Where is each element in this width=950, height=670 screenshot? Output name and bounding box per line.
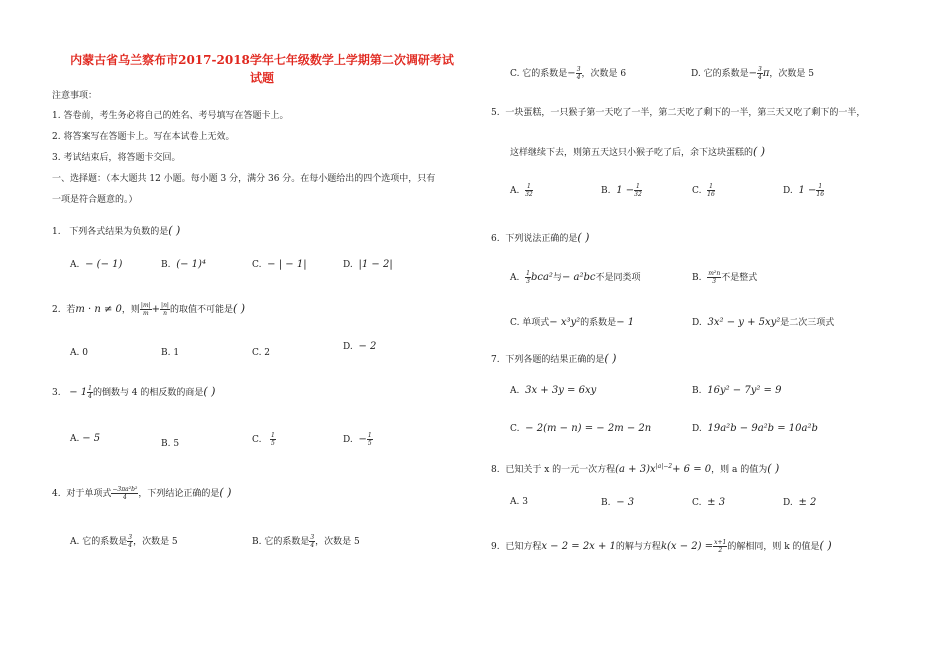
- q5-option-b: B. 1 − $\frac{1}{32}$: [601, 183, 642, 198]
- section-instructions: 一、选择题：（本大题共 12 小题。每小题 3 分，满分 36 分。在每小题给出的四个选项中，只有: [52, 174, 436, 184]
- q1-text: 下列各式结果为负数的是: [69, 227, 169, 237]
- q7-option-b: B. 16y² − 7y² = 9: [692, 385, 782, 396]
- question-8: 8. 已知关于 x 的一元一次方程$(a + 3)x^{|a|-2}+ 6 = 0$，则 a 的值为( ): [491, 462, 780, 475]
- q5-option-a: A. $\frac{1}{32}$: [510, 183, 533, 198]
- question-4: 4. 对于单项式 $\frac{\text{−3πa²b²}}{4}$ ，下列结论正确的是( ): [52, 486, 232, 501]
- question-5: 5. 一块蛋糕，一只猴子第一天吃了一半，第二天吃了剩下的一半，第三天又吃了剩下的一半，: [491, 108, 866, 118]
- exam-title: [52, 51, 472, 87]
- q1-option-c: C. − | − 1|: [252, 259, 307, 270]
- q8-option-b: B. − 3: [601, 497, 635, 508]
- q6-option-c: C. 单项式− x³y²的系数是− 1: [510, 317, 635, 328]
- q2-option-d: D. − 2: [343, 341, 377, 352]
- q6-option-a: A. $\frac{1}{3}$ bca²与− a²bc不是同类项: [510, 270, 641, 285]
- notes-heading: 注意事项：: [52, 91, 98, 101]
- note-3: 3. 考试结束后，将答题卡交回。: [52, 153, 181, 163]
- q4-option-d: D. 它的系数是− $\frac{3}{4}$ π，次数是 5: [691, 66, 815, 81]
- q5-option-d: D. 1 − $\frac{1}{16}$: [783, 183, 825, 198]
- q7-option-d: D. 19a²b − 9a²b = 10a²b: [692, 423, 818, 434]
- q2-option-c: C. 2: [252, 348, 271, 358]
- q3-option-c: C. $\frac{1}{5}$: [252, 432, 275, 447]
- note-2: 2. 将答案写在答题卡上。写在本试卷上无效。: [52, 132, 235, 142]
- q8-option-d: D. ± 2: [783, 497, 817, 508]
- q1-option-d: D. |1 − 2|: [343, 259, 393, 270]
- exam-title-line1: 内蒙古省乌兰察布市2017-2018学年七年级数学上学期第二次调研考试: [70, 53, 454, 67]
- q3-option-d: D. − $\frac{1}{5}$: [343, 432, 372, 447]
- q7-option-c: C. − 2(m − n) = − 2m − 2n: [510, 423, 652, 434]
- q4-option-c: C. 它的系数是− $\frac{3}{4}$ ，次数是 6: [510, 66, 627, 81]
- question-2: 2. 若m · n ≠ 0，则 $\frac{|m|}{m}$ + $\frac{|n|}{n}$ 的取值不可能是( ): [52, 302, 246, 317]
- q6-option-d: D. 3x² − y + 5xy²是二次三项式: [692, 317, 835, 328]
- question-5-line2: 这样继续下去，则第五天这只小猴子吃了后，余下这块蛋糕的( ): [510, 145, 766, 158]
- q4-option-a: A. 它的系数是 $\frac{3}{4}$ ，次数是 5: [70, 534, 178, 549]
- q5-option-c: C. $\frac{1}{16}$: [692, 183, 715, 198]
- question-9: 9. 已知方程x − 2 = 2x + 1的解与方程k(x − 2) = $\frac{x+1}{2}$ 的解相同，则 k 的值是( ): [491, 539, 832, 554]
- question-3: 3. − 1 $\frac{1}{4}$ 的倒数与 4 的相反数的商是( ): [52, 385, 216, 400]
- q7-option-a: A. 3x + 3y = 6xy: [510, 385, 597, 396]
- section-instructions-2: 一项是符合题意的。）: [52, 195, 138, 205]
- q8-option-a: A. 3: [510, 497, 528, 507]
- q6-option-b: B. $\frac{\text{m²n}}{3}$ 不是整式: [692, 270, 758, 285]
- q2-option-a: A. 0: [70, 348, 88, 358]
- q3-option-b: B. 5: [161, 439, 180, 449]
- exam-title-line2: 试题: [249, 71, 274, 85]
- q2-option-b: B. 1: [161, 348, 180, 358]
- question-7: 7. 下列各题的结果正确的是( ): [491, 352, 617, 365]
- q1-answer-paren: ( ): [168, 224, 181, 237]
- note-1: 1. 答卷前，考生务必将自己的姓名、考号填写在答题卡上。: [52, 111, 289, 121]
- q8-option-c: C. ± 3: [692, 497, 726, 508]
- q3-option-a: A. − 5: [70, 433, 101, 444]
- question-1: [52, 224, 180, 239]
- q1-option-b: B. (− 1)⁴: [161, 259, 206, 270]
- question-6: 6. 下列说法正确的是( ): [491, 231, 590, 244]
- q4-option-b: B. 它的系数是 $\frac{3}{4}$ ，次数是 5: [252, 534, 360, 549]
- q1-option-a: A. − (− 1): [70, 259, 123, 270]
- q1-number: 1.: [52, 227, 61, 237]
